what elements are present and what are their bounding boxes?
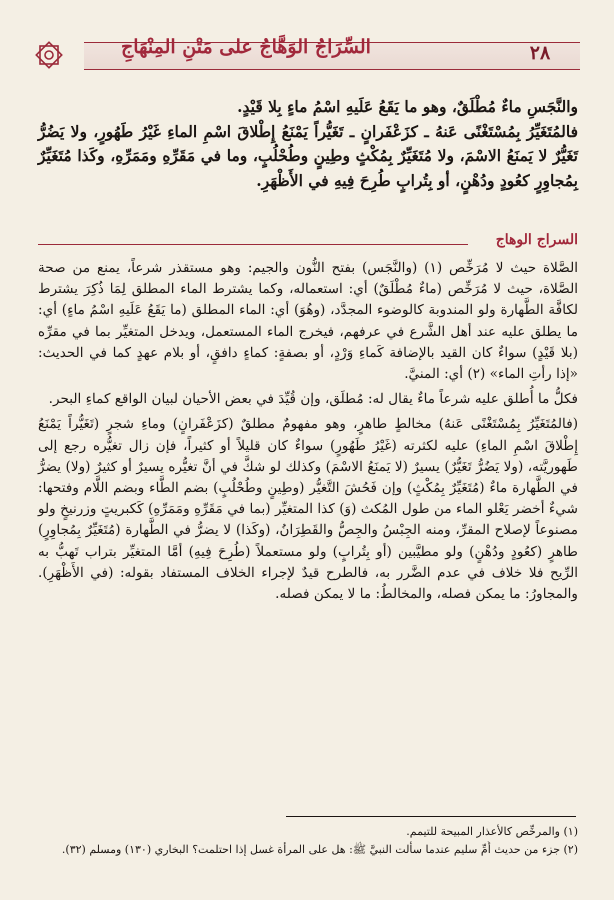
commentary-paragraph: فكلُّ ما أُطلق عليه شرعاً ماءٌ يقال له: مُطلَق، وإن قُيِّدَ في بعض الأحيان لبيان الواقع كماءِ البحر. bbox=[48, 391, 578, 408]
divider bbox=[38, 244, 468, 245]
footnotes bbox=[38, 823, 578, 859]
page-header bbox=[32, 34, 580, 74]
running-title: السِّرَاجُ الوَهَّاجُ على مَتْنِ المِنْهَاجِ bbox=[121, 36, 371, 58]
footnote: (١) والمرخِّص كالأعذار المبيحة للتيمم. bbox=[406, 825, 578, 838]
footnote-divider bbox=[286, 816, 576, 817]
matn-text bbox=[38, 95, 578, 193]
section-heading bbox=[38, 232, 578, 252]
page-number: ٢٨ bbox=[529, 42, 551, 64]
matn-paragraph: فالمُتَغَيِّرُ بِمُسْتَغْنًى عَنهُ ـ كزَعْفَرانٍ ـ تَغَيُّراً يَمْنَعُ إِطْلاقَ اسْمِ الماءِ غَيْرُ طَهُورٍ، ولا يَضُرُّ تَغَيُّرٌ لا يَمنَعُ الاسْمَ، ولا مُتَغَيِّرٌ بِمُكْثٍ وطِينٍ وطُحْلُبٍ، وما في مَقَرِّهِ ومَمَرِّهِ، وكَذا مُتَغَيِّرٌ بِمُجاوِرٍ كعُودٍ ودُهْنٍ، أو بِتُرابٍ طُرِحَ فِيهِ في الأَظْهَرِ. bbox=[38, 121, 578, 190]
section-label: السراج الوهاج bbox=[495, 232, 578, 248]
commentary-paragraph: الصَّلاة حيث لا مُرَخِّص (١) (والنَّجَس) بفتح النُّون والجيم: وهو مستقذر شرعاً، يمنع من صحة الصَّلاة، حيث لا مُرَخِّص (ماءٌ مُطْلَقٌ) أي: استعماله، وكما يشترط الماء المطلق لِمَا ذُكِرَ يشترط لكافَّة الطَّهارة ولو المندوبة كالوضوء المجدَّد، (وهُوَ) أي: الماء المطلق (ما يَقَعُ عَلَيهِ اسْمُ ماءٍ) أي: ما يطلق عليه عند أهل الشَّرع في عرفهم، فيخرج الماء المستعمل، ويدخل المتغيِّر بما في مقرِّه (بلا قَيْدٍ) سواءٌ كان القيد بالإضافة كَماءِ وَرْدٍ، أو بصفةٍ: كماءٍ دافقٍ، أو بلام عهدٍ كما في الحديث: «إذا رأتِ الماء» (٢) أي: المنيَّ. bbox=[38, 260, 578, 383]
footnote: (٢) جزء من حديث أُمِّ سليم عندما سألت النبيَّ ﷺ: هل على المرأة غسل إذا احتلمت؟ البخاري (١٣٠) ومسلم (٣٢). bbox=[61, 843, 578, 856]
matn-paragraph: والنَّجَسِ ماءٌ مُطْلَقٌ، وهو ما يَقَعُ عَلَيهِ اسْمُ ماءٍ بِلا قَيْدٍ. bbox=[237, 97, 578, 116]
commentary-paragraph: (فالمُتَغَيِّرُ بِمُسْتَغْنًى عَنهُ) مخالطٍ طاهرٍ، وهو مفهومٌ مطلقٌ (كزَعْفَرانٍ) وماءِ شجرٍ (تَغَيُّراً يَمْنَعُ إِطْلاقَ اسْمِ الماءِ) عليه لكثرته (غَيْرُ طَهُورٍ) سواءٌ كان قليلاً أو كثيراً، فإن زال تغيُّره رجع إلى طَهوريَّته، (ولا يَضُرُّ تَغَيُّرٌ) يسيرٌ (لا يَمنَعُ الاسْمَ) وكذلك لو شكَّ في أنَّ تغيُّره يسيرٌ أو كثيرٌ (ولا) يضرُّ في الطَّهارة ماءٌ (مُتَغَيِّرٌ بِمُكْثٍ) وإن فَحُشَ التَّغيُّر (وطِينٍ وطُحْلُبٍ) بضم الطَّاء وبضم اللَّام وفتحها: شيءٌ أخضر يَعْلو الماء من طول المُكث (وَ) كذا المتغيِّر (بما في مَقَرِّهِ ومَمَرِّهِ) كَكبريتٍ وزرنيخٍ ولو مصنوعاً لإصلاح المقرِّ، ومنه الجِبْسُ والجِصُّ والقَطِرَانُ، (وكَذا) لا يضرُّ في الطَّهارة (مُتَغَيِّرٌ بِمُجاوِرٍ) طاهرٍ (كعُودٍ ودُهْنٍ) ولو مطيَّبين (أو بِتُرابٍ) ولو مستعملاً (طُرِحَ فِيهِ) أمَّا المتغيِّر بتراب تَهبُّ به الرِّيح فلا خلاف في عدم الضَّرر به، فالطرح قيدٌ لإجراء الخلاف المستفاد بقوله: (في الأَظْهَرِ). والمجاورُ: ما يمكن فصله، والمخالطُ: ما لا يمكن فصله. bbox=[38, 416, 578, 603]
commentary-text bbox=[38, 258, 578, 609]
